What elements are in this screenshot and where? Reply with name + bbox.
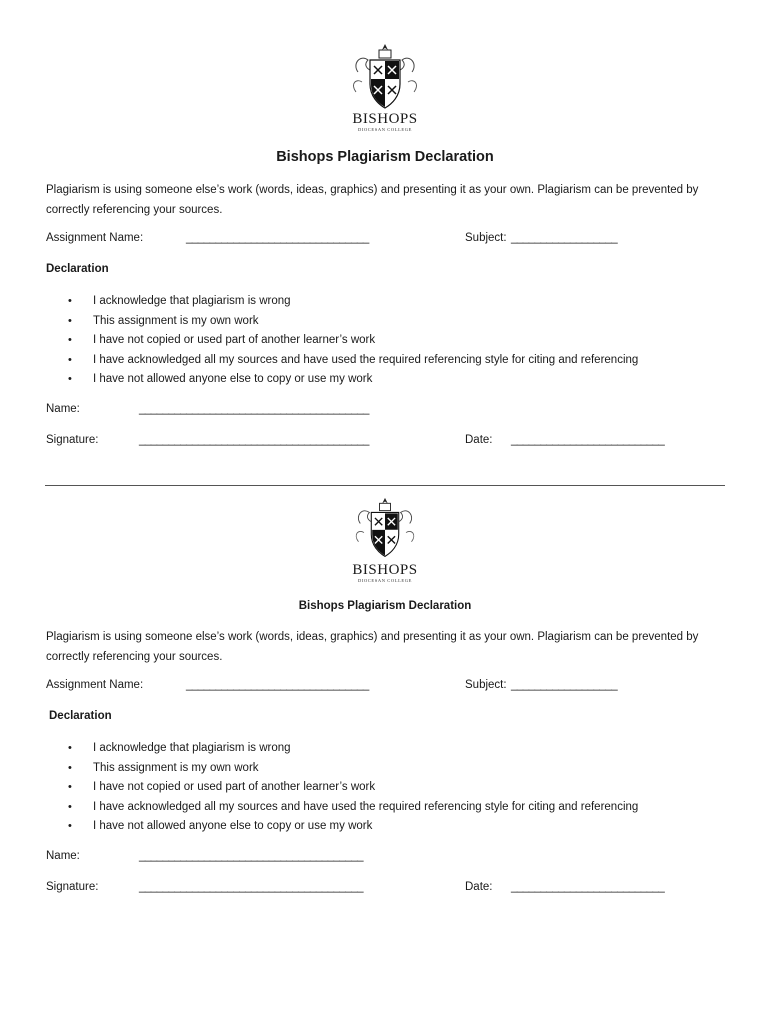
name-field[interactable]: ______________________________________ [139,850,364,862]
list-item [68,759,638,779]
statement-text: I have acknowledged all my sources and have used the required referencing style for citing and referencing [93,800,639,813]
subject-label: Subject: [465,232,507,244]
subject-label: Subject: [465,679,507,691]
bullet-icon: • [68,820,72,832]
bullet-icon: • [68,781,72,793]
bullet-icon: • [68,314,72,327]
assignment-name-label: Assignment Name: [46,232,144,244]
form-title: Bishops Plagiarism Declaration [298,600,472,612]
signature-label: Signature: [46,434,99,446]
brand-wordmark: BISHOPS [352,111,418,127]
assignment-name-label: Assignment Name: [46,679,144,691]
statement-text: This assignment is my own work [93,761,259,774]
statement-text: I acknowledge that plagiarism is wrong [93,742,291,754]
date-field[interactable]: __________________________ [511,434,665,446]
bullet-icon: • [68,761,72,774]
bullet-icon: • [68,373,72,385]
signature-field[interactable]: _______________________________________ [139,434,369,446]
statement-text: This assignment is my own work [93,314,259,327]
date-label: Date: [465,434,493,446]
bullet-icon: • [68,295,72,307]
subject-field[interactable]: __________________ [511,232,618,244]
bullet-icon: • [68,353,72,366]
form-title: Bishops Plagiarism Declaration [276,149,494,165]
bullet-icon: • [68,800,72,813]
name-field[interactable]: _______________________________________ [139,403,369,415]
signature-label: Signature: [46,881,99,893]
date-label: Date: [465,881,493,893]
declaration-heading: Declaration [49,710,112,722]
list-item [68,798,638,818]
bullet-icon: • [68,334,72,346]
list-item [68,778,638,798]
statement-text: I acknowledge that plagiarism is wrong [93,295,291,307]
statement-text: I have not allowed anyone else to copy or use my work [93,373,373,385]
declaration-list [68,739,638,837]
signature-field[interactable]: ______________________________________ [139,881,364,893]
statement-text: I have not copied or used part of another learner’s work [93,334,376,346]
date-field[interactable]: __________________________ [511,881,665,893]
subject-field[interactable]: __________________ [511,679,618,691]
list-item [68,817,638,837]
intro-paragraph: Plagiarism is using someone else’s work (words, ideas, graphics) and presenting it as your own. Plagiarism can be prevented by correctly referencing your sources. [46,631,699,663]
statement-text: I have not copied or used part of another learner’s work [93,781,376,793]
intro-paragraph: Plagiarism is using someone else’s work (words, ideas, graphics) and presenting it as your own. Plagiarism can be prevented by correctly referencing your sources. [46,184,699,216]
statement-text: I have not allowed anyone else to copy or use my work [93,820,373,832]
name-label: Name: [46,850,80,862]
brand-wordmark: BISHOPS [352,562,418,578]
brand-subtitle: DIOCESAN COLLEGE [358,578,412,583]
brand-subtitle: DIOCESAN COLLEGE [358,127,412,132]
assignment-name-field[interactable]: _______________________________ [186,232,369,244]
name-label: Name: [46,403,80,415]
school-crest-logo [348,496,422,560]
list-item [68,739,638,759]
declaration-heading: Declaration [46,263,109,275]
bullet-icon: • [68,742,72,754]
statement-text: I have acknowledged all my sources and have used the required referencing style for citing and referencing [93,353,639,366]
assignment-name-field[interactable]: _______________________________ [186,679,369,691]
